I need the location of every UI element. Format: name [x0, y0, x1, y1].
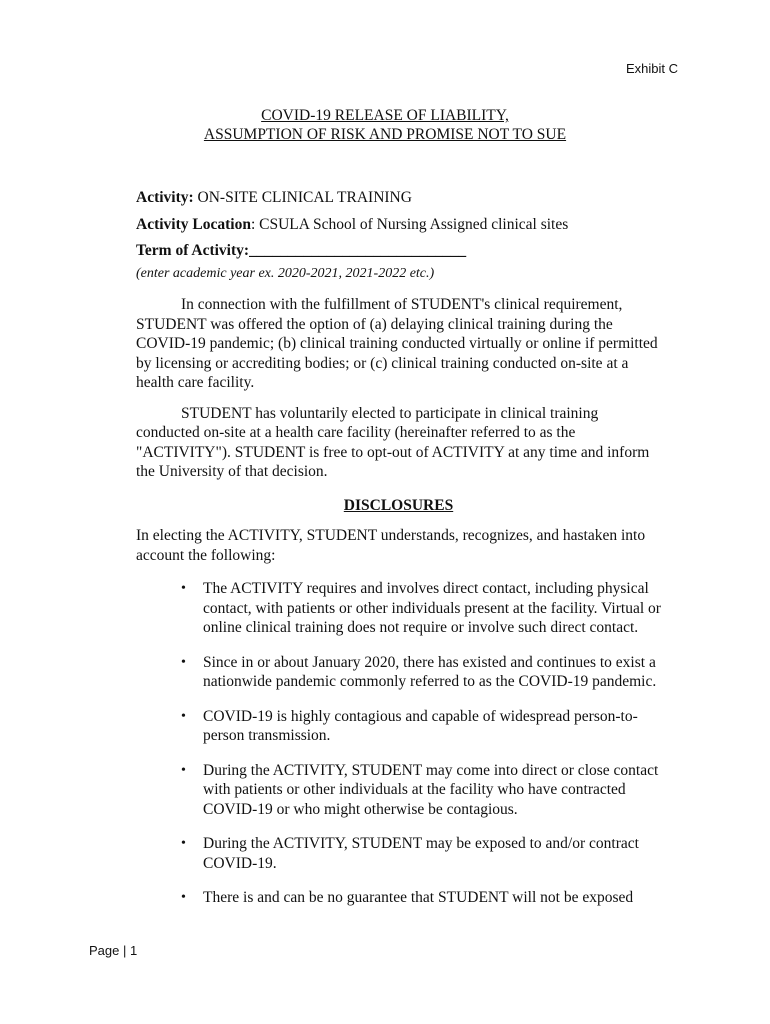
document-title	[0, 106, 770, 144]
activity-location-label: Activity Location	[136, 215, 251, 233]
list-item-text: There is and can be no guarantee that STUDENT will not be exposed	[203, 889, 634, 906]
term-of-activity-field	[136, 241, 661, 261]
term-of-activity-label: Term of Activity:	[136, 242, 250, 259]
term-hint: (enter academic year ex. 2020-2021, 2021-2022 etc.)	[136, 265, 435, 281]
list-item	[181, 653, 661, 692]
list-item-text: During the ACTIVITY, STUDENT may come into direct or close contact with patients or other individuals at the facility who have contracted COVID-19 or who might otherwise be contagious.	[203, 761, 659, 818]
list-item	[181, 579, 661, 638]
term-of-activity-blank: ____________________________	[249, 242, 467, 259]
list-item-text: Since in or about January 2020, there has existed and continues to exist a nationwide pandemic commonly referred to as the COVID-19 pandemic.	[203, 653, 657, 690]
activity-location-field	[136, 215, 661, 235]
list-item	[181, 834, 661, 873]
exhibit-label: Exhibit C	[625, 61, 678, 76]
paragraph-connection: In connection with the fulfillment of STUDENT's clinical requirement, STUDENT was offered the option of (a) delaying clinical training during the COVID-19 pandemic; (b) clinical training conducted virtually or online if permitted by licensing or accrediting bodies; or (c) clinical training conducted on-site at a health care facility.	[136, 296, 658, 391]
page-number: Page | 1	[89, 943, 138, 958]
disclosures-heading: DISCLOSURES	[343, 496, 454, 514]
title-line-1: COVID-19 RELEASE OF LIABILITY,	[261, 107, 509, 124]
disclosures-intro: In electing the ACTIVITY, STUDENT understands, recognizes, and hastaken into account the following:	[136, 527, 646, 564]
paragraph-voluntary: STUDENT has voluntarily elected to participate in clinical training conducted on-site at a health care facility (hereinafter referred to as the "ACTIVITY"). STUDENT is free to opt-out of ACTIVITY at any time and inform the University of that decision.	[136, 404, 650, 480]
disclosures-list	[136, 579, 661, 908]
bullet-icon: •	[181, 708, 186, 724]
activity-field	[136, 188, 661, 208]
title-line-2: ASSUMPTION OF RISK AND PROMISE NOT TO SUE	[203, 126, 567, 143]
bullet-icon: •	[181, 890, 186, 905]
activity-label: Activity:	[136, 189, 194, 206]
list-item	[181, 707, 661, 746]
bullet-icon: •	[181, 762, 186, 778]
document-body	[136, 188, 661, 923]
activity-location-value: : CSULA School of Nursing Assigned clinical sites	[250, 215, 569, 233]
list-item-text: COVID-19 is highly contagious and capable of widespread person-to-person transmission.	[203, 707, 638, 744]
activity-value: ON-SITE CLINICAL TRAINING	[193, 189, 412, 206]
bullet-icon: •	[181, 836, 186, 851]
list-item-text: The ACTIVITY requires and involves direct contact, including physical contact, with patients or other individuals present at the facility. Virtual or online clinical training does not require or involve such direct contact.	[203, 580, 661, 636]
bullet-icon: •	[181, 654, 186, 670]
list-item-text: During the ACTIVITY, STUDENT may be exposed to and/or contract COVID-19.	[203, 835, 639, 872]
list-item	[181, 761, 661, 820]
list-item	[181, 888, 661, 908]
bullet-icon: •	[181, 581, 186, 596]
